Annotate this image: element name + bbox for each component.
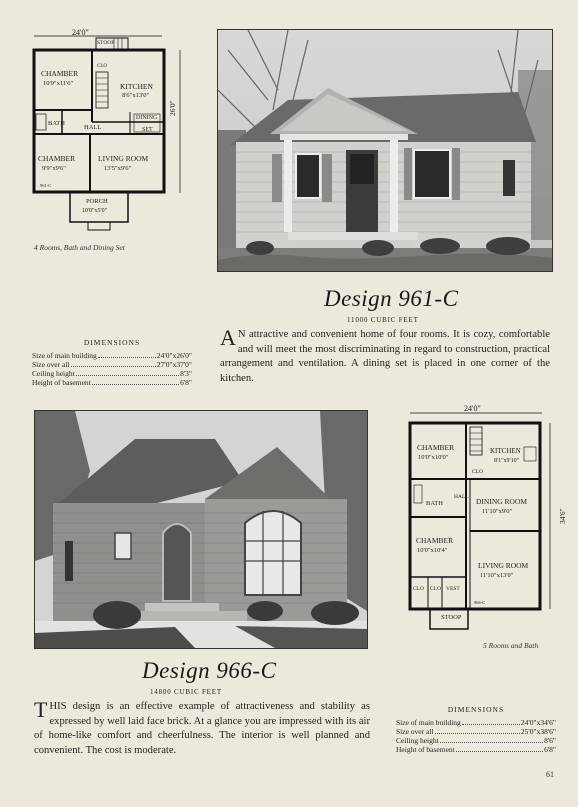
plan2-chamber2-label: CHAMBER [416, 536, 454, 545]
plan-caption-966c: 5 Rooms and Bath [483, 641, 539, 650]
plan2-stoop-label: STOOP [441, 614, 462, 621]
plan2-dining-label: DINING ROOM [476, 497, 528, 506]
design-966c-cubic-feet: 14800 CUBIC FEET [150, 688, 222, 696]
design-961c-dropcap: A [220, 325, 236, 350]
plan2-vest-label: VEST [446, 586, 460, 592]
plan-clo-label: CLO [97, 64, 107, 69]
dimension-value: 6'8" [180, 378, 192, 387]
plan-depth-label: 26'0" [168, 100, 177, 116]
plan-hall-label: HALL [84, 124, 102, 131]
plan2-kitchen-label: KITCHEN [490, 447, 521, 455]
design-961c-cubic-feet: 11000 CUBIC FEET [347, 316, 419, 324]
design-966c-dropcap: T [34, 697, 48, 722]
page-number: 61 [546, 770, 554, 779]
plan2-width-label: 24'0" [464, 404, 481, 413]
plan-chamber2-label: CHAMBER [38, 154, 76, 163]
plan-width-label: 24'0" [72, 28, 89, 37]
plan-caption-961c: 4 Rooms, Bath and Dining Set [34, 243, 125, 252]
dimension-label: Ceiling height [32, 369, 75, 378]
dimension-row [32, 378, 192, 387]
dimension-row [396, 727, 556, 736]
plan-living-size: 13'5"x9'6" [104, 165, 132, 172]
dimension-row [32, 369, 192, 378]
plan-chamber1-label: CHAMBER [41, 69, 79, 78]
house-photo-966c [34, 410, 368, 649]
plan2-chamber2-size: 10'0"x10'4" [417, 547, 448, 554]
design-961c-description [220, 325, 550, 386]
plan2-clo-label: CLO [430, 586, 441, 592]
dimension-value: 6'8" [544, 745, 556, 754]
dimension-row [32, 360, 192, 369]
dimension-value: 24'0"x34'6" [520, 718, 556, 727]
floor-plan-966c [398, 405, 558, 637]
dimension-value: 25'0"x38'6" [520, 727, 556, 736]
dimension-label: Size of main building [396, 718, 461, 727]
floor-plan-961c [22, 28, 192, 240]
plan2-bath-label: BATH [426, 500, 443, 507]
dimension-row [396, 718, 556, 727]
plan2-code-label: 966-C [474, 600, 486, 605]
plan-dining-label: DINING [136, 115, 158, 121]
plan-kitchen-label: KITCHEN [120, 82, 153, 91]
dimension-row [396, 745, 556, 754]
design-961c-title: Design 961-C [324, 286, 459, 311]
plan-chamber1-size: 10'9"x11'6" [43, 80, 74, 87]
plan2-clo-label: CLO [472, 469, 483, 475]
plan2-clo-label: CLO [413, 586, 424, 592]
dimension-value: 27'0"x37'0" [156, 360, 192, 369]
dimensions-961c [32, 338, 192, 387]
plan2-hall-label: HALL [454, 494, 469, 500]
dimension-label: Size over all [32, 360, 70, 369]
plan-code-label: 961-C [40, 183, 52, 188]
plan2-living-label: LIVING ROOM [478, 561, 529, 570]
plan2-chamber1-label: CHAMBER [417, 443, 455, 452]
design-966c-desc-text: HIS design is an effective example of attractiveness and stability as expressed by well laid face brick. At a glance you are impressed with its air of home-like comfort and cheerfulness. The interior is well planned and convenient. The cost is moderate. [34, 701, 370, 756]
plan-stoop-label: STOOP [97, 40, 115, 46]
house-photo-961c [217, 29, 553, 272]
dimension-value: 8'6" [544, 736, 556, 745]
plan2-chamber1-size: 10'0"x10'0" [418, 454, 449, 461]
plan2-dining-size: 11'10"x9'0" [482, 508, 513, 515]
dimension-label: Size over all [396, 727, 434, 736]
plan-set-label: SET [142, 127, 153, 133]
plan2-kitchen-size: 8'1"x9'10" [494, 458, 520, 464]
plan-kitchen-size: 8'6"x13'0" [122, 92, 150, 99]
design-966c-title: Design 966-C [142, 658, 277, 683]
plan-porch-size: 10'0"x5'0" [82, 208, 108, 214]
dimension-value: 8'3" [180, 369, 192, 378]
dimension-label: Size of main building [32, 351, 97, 360]
plan-bath-label: BATH [48, 120, 65, 127]
dimension-row [32, 351, 192, 360]
dimension-label: Height of basement [396, 745, 455, 754]
plan-porch-label: PORCH [86, 198, 108, 205]
plan-chamber2-size: 9'9"x9'6" [42, 165, 66, 172]
dimension-label: Height of basement [32, 378, 91, 387]
plan-living-label: LIVING ROOM [98, 154, 149, 163]
plan2-depth-label: 34'6" [558, 508, 567, 524]
dimensions-966c [396, 705, 556, 754]
dimension-label: Ceiling height [396, 736, 439, 745]
dimensions-heading: DIMENSIONS [83, 338, 141, 347]
design-961c-desc-text: N attractive and convenient home of four rooms. It is cozy, comfortable and will meet the most discriminating in regard to construction, practical arrangement and ventilation. A dining set is placed in one corner of the kitchen. [220, 329, 550, 384]
plan2-living-size: 11'10"x13'0" [480, 572, 514, 579]
dimension-value: 24'0"x26'0" [156, 351, 192, 360]
design-966c-description [34, 697, 370, 758]
dimension-row [396, 736, 556, 745]
dimensions-heading: DIMENSIONS [447, 705, 505, 714]
